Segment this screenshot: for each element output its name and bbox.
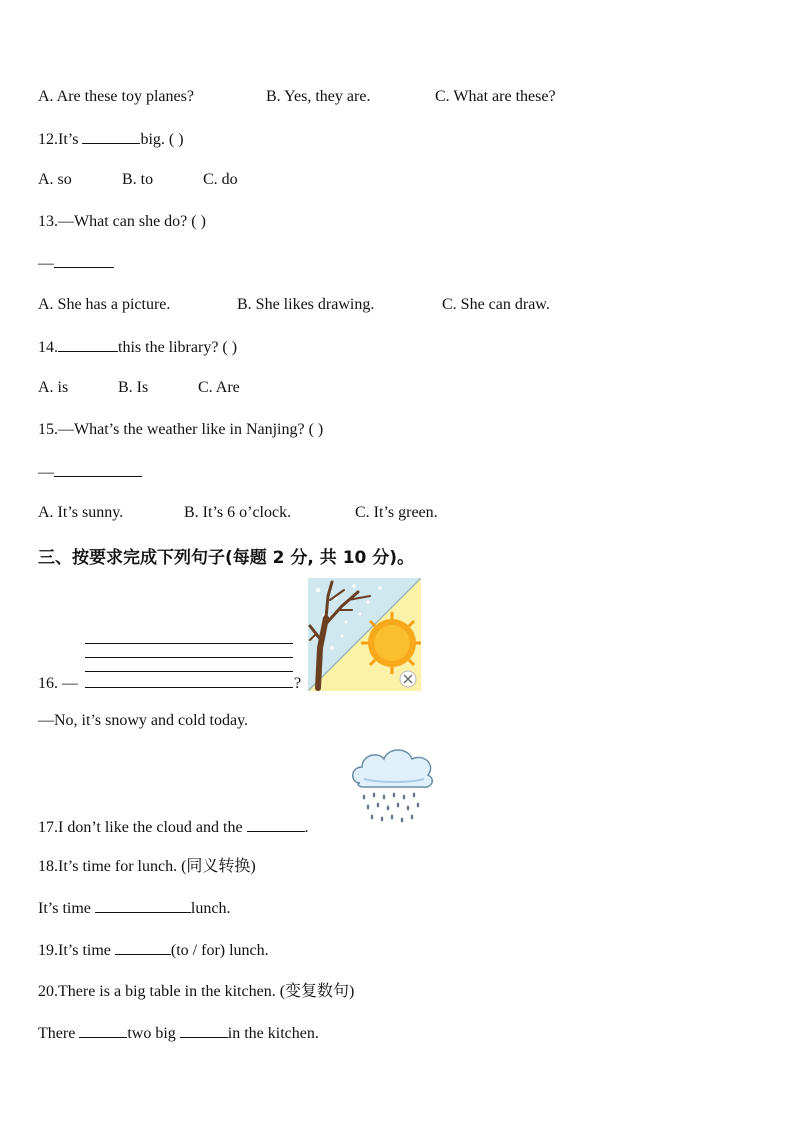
q15-option-c: C. It’s green. [355, 504, 438, 521]
q15-options [38, 503, 438, 523]
section-3-title: 三、按要求完成下列句子(每题 2 分, 共 10 分)。 [38, 548, 415, 568]
q11-option-b: B. Yes, they are. [266, 88, 371, 105]
q13-stem: 13.—What can she do? ( ) [38, 213, 206, 230]
q16-prefix: 16. — [38, 675, 78, 692]
q11-option-c: C. What are these? [435, 88, 556, 105]
q15-option-a: A. It’s sunny. [38, 504, 124, 521]
q14-stem-post: this the library? ( ) [118, 339, 238, 356]
q19-post: (to / for) lunch. [170, 942, 269, 959]
q14-option-b: B. Is [118, 379, 149, 396]
q13-answer-line [38, 253, 114, 274]
q15-option-b: B. It’s 6 o’clock. [184, 504, 292, 521]
q15-answer-line [38, 462, 142, 483]
snow-sun-icon [308, 578, 421, 691]
q19-stem [38, 940, 269, 961]
q20-stem: 20.There is a big table in the kitchen. (变复数句) [38, 983, 355, 1000]
q19-blank[interactable] [115, 940, 171, 955]
q13-option-b: B. She likes drawing. [237, 296, 375, 313]
q20-blank-2[interactable] [180, 1023, 228, 1038]
q12-option-c: C. do [203, 171, 238, 188]
q13-answer-blank[interactable] [54, 253, 114, 268]
rain-cloud-picture [350, 745, 436, 827]
q12-options [38, 170, 238, 190]
q18-ans-post: lunch. [190, 900, 231, 917]
q16-answer-line-3[interactable] [85, 671, 293, 672]
q17-blank[interactable] [247, 817, 305, 832]
q16-answer: —No, it’s snowy and cold today. [38, 712, 249, 729]
q12-option-a: A. so [38, 171, 72, 188]
q18-blank[interactable] [95, 898, 191, 913]
q12-option-b: B. to [122, 171, 154, 188]
q14-blank[interactable] [58, 337, 118, 352]
q14-option-a: A. is [38, 379, 69, 396]
q12-stem [38, 129, 184, 150]
q17-stem [38, 817, 309, 838]
q17-pre: 17.I don’t like the cloud and the [38, 819, 243, 836]
snow-sun-picture [308, 578, 421, 691]
q16-answer-line-1[interactable] [85, 643, 293, 644]
q18-answer [38, 898, 230, 919]
q12-stem-pre: 12.It’s [38, 131, 79, 148]
q20-blank-1[interactable] [79, 1023, 127, 1038]
q13-answer-dash: — [38, 255, 54, 272]
q20-word-1: There [38, 1025, 76, 1042]
q12-stem-post: big. ( ) [140, 131, 184, 148]
q13-option-c: C. She can draw. [442, 296, 550, 313]
q14-options [38, 378, 240, 398]
q16-answer-line-4[interactable] [85, 687, 293, 688]
q19-pre: 19.It’s time [38, 942, 111, 959]
q20-answer [38, 1023, 319, 1044]
q20-word-3: in the kitchen. [227, 1025, 319, 1042]
q15-answer-blank[interactable] [54, 462, 142, 477]
q14-option-c: C. Are [198, 379, 240, 396]
q13-option-a: A. She has a picture. [38, 296, 171, 313]
q15-stem: 15.—What’s the weather like in Nanjing? ( ) [38, 421, 324, 438]
rain-cloud-icon [350, 745, 436, 827]
q18-stem: 18.It’s time for lunch. (同义转换) [38, 858, 256, 875]
q15-answer-dash: — [38, 464, 54, 481]
q16-answer-line-2[interactable] [85, 657, 293, 658]
q17-post: . [304, 819, 309, 836]
q20-word-2: two big [127, 1025, 176, 1042]
q12-blank[interactable] [82, 129, 140, 144]
q16-suffix: ? [294, 675, 302, 692]
q18-ans-pre: It’s time [38, 900, 91, 917]
q11-option-a: A. Are these toy planes? [38, 88, 194, 105]
q14-stem-pre: 14. [38, 339, 58, 356]
q14-stem [38, 337, 237, 358]
q13-options [38, 295, 550, 315]
q11-options [38, 87, 556, 107]
